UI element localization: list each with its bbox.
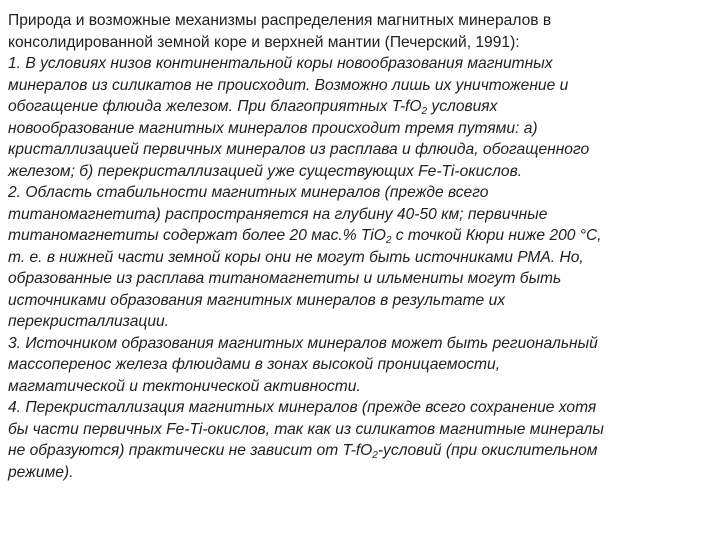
paragraph-line: кристаллизацией первичных минералов из расплава и флюида, обогащенного: [8, 141, 590, 158]
paragraph-line: бы части первичных Fe-Ti-окислов, так как из силикатов магнитные минералы: [8, 420, 604, 438]
paragraph-line: магматической и тектонической активности.: [8, 377, 361, 395]
slide-text: [8, 10, 708, 483]
paragraph-line: образованные из расплава титаномагнетиты и ильмениты могут быть: [8, 270, 562, 287]
paragraph-line: минералов из силикатов не происходит. Возможно лишь их уничтожение и: [8, 76, 569, 94]
paragraph-3: [8, 333, 708, 398]
paragraph-2: [8, 182, 708, 333]
paragraph-line: [8, 440, 708, 462]
paragraph-line: режиме).: [8, 463, 74, 481]
subscript: 2: [421, 106, 428, 117]
paragraph-line: 3. Источником образования магнитных минералов может быть региональный: [8, 334, 598, 352]
text-run: -условий (при окислительном: [377, 442, 598, 459]
heading-line: Природа и возможные механизмы распределения магнитных минералов в: [8, 12, 552, 29]
paragraph-line: 4. Перекристаллизация магнитных минералов (прежде всего сохранение хотя: [8, 399, 597, 416]
paragraph-line: 1. В условиях низов континентальной коры новообразования магнитных: [8, 55, 553, 72]
subscript: 2: [372, 450, 378, 461]
paragraph-line: титаномагнетита) распространяется на глубину 40-50 км; первичные: [8, 205, 548, 223]
text-run: не образуются) практически не зависит от T-fO: [8, 442, 373, 459]
heading: [8, 10, 708, 53]
paragraph-line: источниками образования магнитных минералов в результате их: [8, 291, 506, 309]
text-run: титаномагнетиты содержат более 20 мас.% TiO: [8, 227, 386, 244]
paragraph-line: перекристаллизации.: [8, 313, 170, 330]
paragraph-1: [8, 53, 708, 182]
text-run: условиях: [427, 98, 498, 115]
paragraph-line: [8, 225, 708, 247]
heading-line: консолидированной земной коре и верхней мантии (Печерский, 1991):: [8, 33, 520, 51]
paragraph-line: железом; б) перекристаллизацией уже существующих Fe-Ti-окислов.: [8, 162, 523, 180]
paragraph-line: [8, 96, 708, 118]
paragraph-4: [8, 397, 708, 483]
text-run: обогащение флюида железом. При благоприятных T-fO: [8, 98, 422, 115]
paragraph-line: массоперенос железа флюидами в зонах высокой проницаемости,: [8, 356, 501, 373]
paragraph-line: новообразование магнитных минералов происходит тремя путями: а): [8, 119, 538, 137]
paragraph-line: т. е. в нижней части земной коры они не могут быть источниками РМА. Но,: [8, 248, 584, 266]
subscript: 2: [385, 235, 392, 246]
text-run: с точкой Кюри ниже 200 °C,: [391, 227, 602, 244]
paragraph-line: 2. Область стабильности магнитных минералов (прежде всего: [8, 184, 489, 201]
